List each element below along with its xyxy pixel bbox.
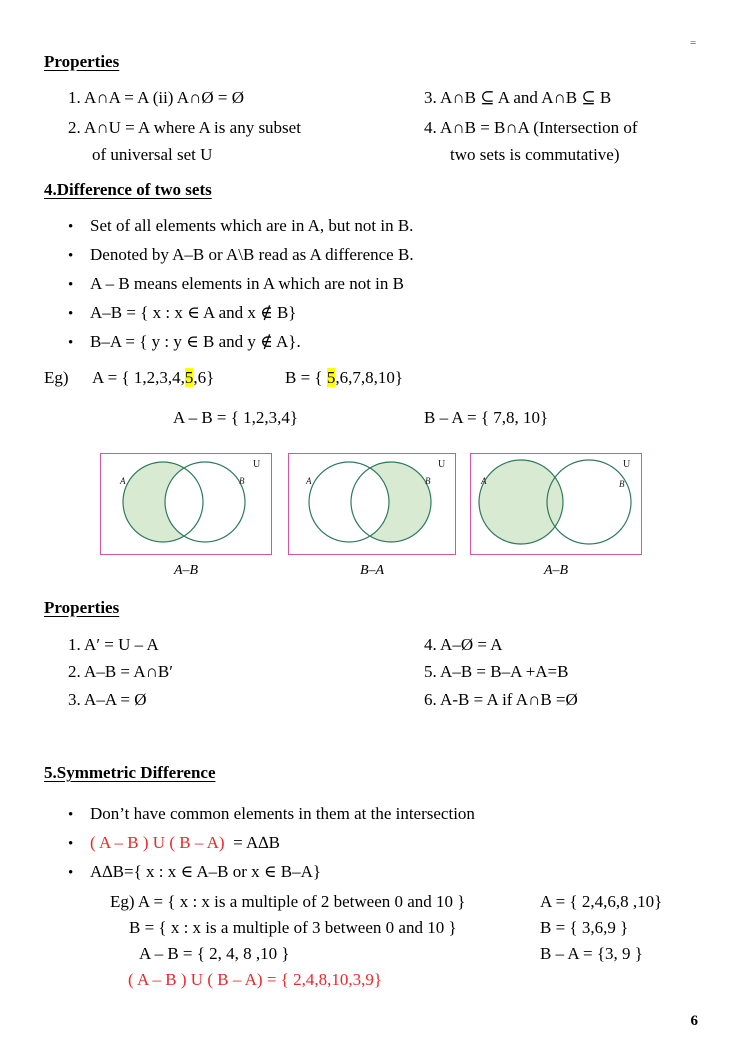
venn-3-label-b: B: [619, 479, 625, 489]
properties-2-right-item-2: 5. A–B = B–A +A=B: [424, 662, 569, 681]
venn-diagram-2: [288, 453, 456, 555]
bullet-dot-icon: •: [68, 277, 74, 293]
difference-bullet-4: [68, 303, 296, 323]
properties-1-right-item-2-cont: two sets is commutative): [450, 145, 620, 164]
example-set-a-post: ,6}: [193, 368, 215, 387]
symmetric-example-line4-red: ( A – B ) U ( B – A) = { 2,4,8,10,3,9}: [128, 970, 382, 989]
properties-1-left-item-2: 2. A∩U = A where A is any subset: [68, 118, 301, 137]
difference-bullet-1-text: Set of all elements which are in A, but not in B.: [90, 216, 414, 235]
properties-2-left-item-2: 2. A–B = A∩B′: [68, 662, 173, 681]
symmetric-formula-tail: = A∆B: [233, 833, 281, 852]
example-prefix: Eg): [44, 368, 69, 387]
venn-diagram-1-graphic: [101, 454, 269, 552]
example-b-minus-a: B – A = { 7,8, 10}: [424, 408, 549, 427]
symmetric-example-line1-left: Eg) A = { x : x is a multiple of 2 between 0 and 10 }: [110, 892, 466, 911]
example-set-b-post: ,6,7,8,10}: [335, 368, 404, 387]
difference-bullet-3: [68, 274, 404, 294]
example-set-b-highlight: 5: [326, 368, 336, 387]
venn-2-label-a: A: [306, 476, 312, 486]
symmetric-bullet-1-text: Don’t have common elements in them at the intersection: [90, 804, 475, 823]
difference-bullet-5-text: B–A = { y : y ∈ B and y ∉ A}.: [90, 332, 301, 351]
properties-2-right-item-3: 6. A-B = A if A∩B =Ø: [424, 690, 578, 709]
symmetric-example-line2-right: B = { 3,6,9 }: [540, 918, 629, 937]
difference-bullet-5: [68, 332, 301, 352]
properties-2-left-item-1: 1. A′ = U – A: [68, 635, 159, 654]
symmetric-example-line3-right: B – A = {3, 9 }: [540, 944, 643, 963]
difference-bullet-1: [68, 216, 413, 236]
symmetric-red-formula: ( A – B ) U ( B – A): [90, 833, 225, 852]
symmetric-bullet-3: [68, 862, 321, 882]
bullet-dot-icon: •: [68, 865, 74, 881]
properties-heading-1: Properties: [44, 52, 120, 71]
symmetric-bullet-2: [68, 833, 280, 853]
difference-bullet-4-text: A–B = { x : x ∈ A and x ∉ B}: [90, 303, 297, 322]
difference-bullet-2-text: Denoted by A–B or A\B read as A difference B.: [90, 245, 414, 264]
venn-diagram-3: [470, 453, 642, 555]
venn-3-label-a: A: [481, 476, 487, 486]
symmetric-example-line3-left: A – B = { 2, 4, 8 ,10 }: [139, 944, 290, 963]
venn-diagram-2-graphic: [289, 454, 453, 552]
difference-heading: 4.Difference of two sets: [44, 180, 212, 199]
bullet-dot-icon: •: [68, 219, 74, 235]
venn-3-label-u: U: [623, 459, 631, 470]
venn-3-caption: A–B: [543, 563, 569, 578]
venn-2-label-u: U: [438, 459, 446, 470]
venn-diagram-1: [100, 453, 272, 555]
properties-2-left-item-3: 3. A–A = Ø: [68, 690, 147, 709]
venn-1-label-b: B: [239, 476, 245, 486]
symmetric-bullet-1: [68, 804, 475, 824]
properties-1-right-item-2: 4. A∩B = B∩A (Intersection of: [424, 118, 638, 137]
difference-bullet-3-text: A – B means elements in A which are not in B: [90, 274, 404, 293]
symmetric-example-line1-right: A = { 2,4,6,8 ,10}: [540, 892, 663, 911]
venn-diagram-3-graphic: [471, 454, 639, 552]
example-a-minus-b: A – B = { 1,2,3,4}: [173, 408, 299, 427]
bullet-dot-icon: •: [68, 335, 74, 351]
example-set-b-pre: B = {: [285, 368, 327, 387]
example-set-a: [92, 366, 214, 390]
properties-1-left-item-2-cont: of universal set U: [92, 145, 213, 164]
properties-2-right-item-1: 4. A–Ø = A: [424, 635, 503, 654]
example-set-a-pre: A = { 1,2,3,4,: [92, 368, 185, 387]
bullet-dot-icon: •: [68, 807, 74, 823]
venn-1-caption: A–B: [173, 563, 199, 578]
symmetric-difference-heading: 5.Symmetric Difference: [44, 763, 216, 782]
page-number: 6: [690, 1013, 698, 1029]
bullet-dot-icon: •: [68, 836, 74, 852]
difference-bullet-2: [68, 245, 414, 265]
properties-1-left-item-1: 1. A∩A = A (ii) A∩Ø = Ø: [68, 88, 244, 107]
properties-heading-2: Properties: [44, 598, 120, 617]
venn-1-label-a: A: [120, 476, 126, 486]
venn-1-label-u: U: [253, 459, 261, 470]
venn-2-caption: B–A: [359, 563, 385, 578]
example-set-b: [285, 366, 403, 390]
bullet-dot-icon: •: [68, 248, 74, 264]
properties-1-right-item-1: 3. A∩B ⊆ A and A∩B ⊆ B: [424, 88, 612, 107]
symmetric-example-line2-left: B = { x : x is a multiple of 3 between 0 and 10 }: [129, 918, 457, 937]
top-mark: =: [690, 37, 696, 49]
venn-2-label-b: B: [425, 476, 431, 486]
example-set-a-highlight: 5: [184, 368, 194, 387]
symmetric-bullet-3-text: A∆B={ x : x ∈ A–B or x ∈ B–A}: [90, 862, 322, 881]
bullet-dot-icon: •: [68, 306, 74, 322]
